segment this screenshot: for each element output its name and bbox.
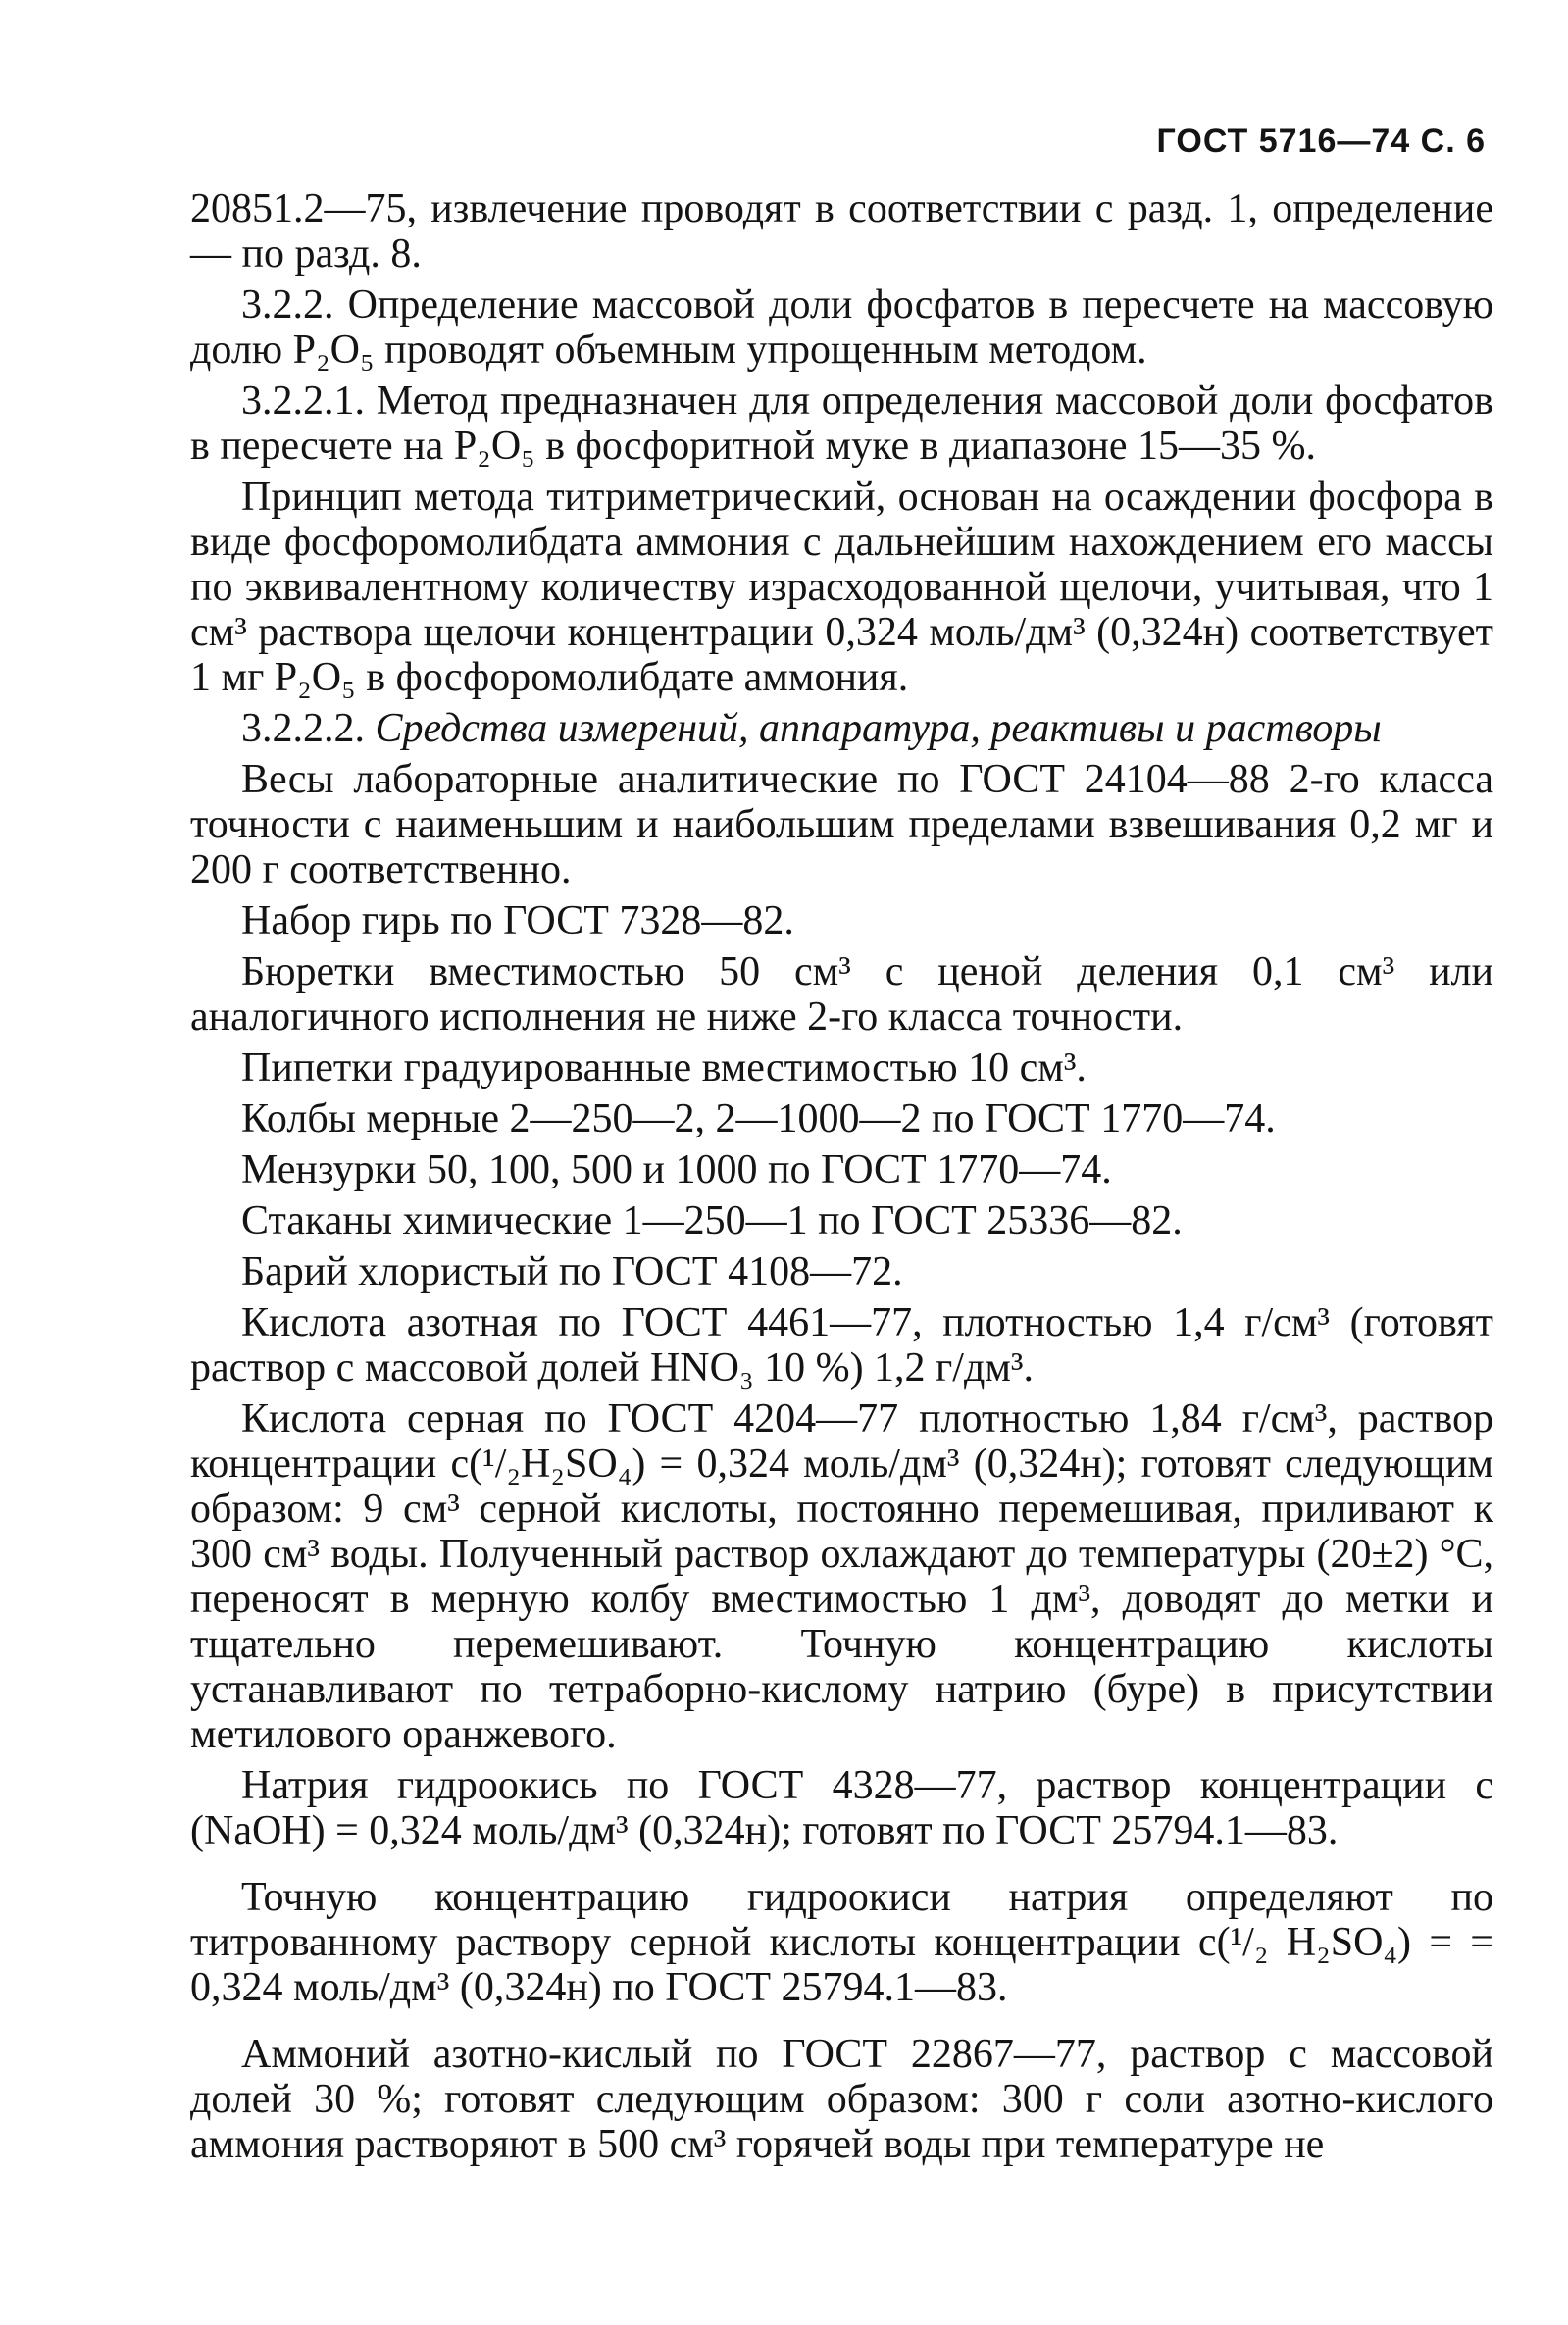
page-header: ГОСТ 5716—74 С. 6 bbox=[1156, 123, 1486, 160]
section-heading-3-2-2-2 bbox=[190, 706, 1493, 751]
paragraph-method-principle: Принцип метода титриметрический, основан на осаждении фосфора в виде фосфоромолибдата аммония с дальнейшим нахождением его массы по эквивалентному количеству израсходованной щелочи, учитывая, что 1 см³ раствора щелочи концентрации 0,324 моль/дм³ (0,324н) соответствует 1 мг P₂O₅ в фосфоромолибдате аммония. bbox=[190, 475, 1493, 700]
item-ammonium-nitrate: Аммоний азотно-кислый по ГОСТ 22867—77, раствор с массовой долей 30 %; готовят следующим образом: 300 г соли азотно-кислого аммония растворяют в 500 см³ горячей воды при температуре не bbox=[190, 2032, 1493, 2167]
section-title: Средства измерений, аппаратура, реактивы и растворы bbox=[375, 706, 1382, 751]
item-sulfuric-acid: Кислота серная по ГОСТ 4204—77 плотностью 1,84 г/см³, раствор концентрации c(¹/₂H₂SO₄) = 0,324 моль/дм³ (0,324н); готовят следующим образом: 9 см³ серной кислоты, постоянно перемешивая, приливают к 300 см³ воды. Полученный раствор охлаждают до температуры (20±2) °С, переносят в мерную колбу вместимостью 1 дм³, доводят до метки и тщательно перемешивают. Точную концентрацию кислоты устанавливают по тетраборно-кислому натрию (буре) в присутствии метилового оранжевого. bbox=[190, 1396, 1493, 1757]
item-pipettes: Пипетки градуированные вместимостью 10 см³. bbox=[241, 1045, 1087, 1090]
paragraph-3-2-2: 3.2.2. Определение массовой доли фосфатов в пересчете на массовую долю P₂O₅ проводят объемным упрощенным методом. bbox=[190, 282, 1493, 373]
item-sodium-hydroxide: Натрия гидроокись по ГОСТ 4328—77, раствор концентрации с (NaOH) = 0,324 моль/дм³ (0,324н); готовят по ГОСТ 25794.1—83. bbox=[190, 1763, 1493, 1853]
paragraph-continuation: 20851.2—75, извлечение проводят в соответствии с разд. 1, определение — по разд. 8. bbox=[190, 186, 1493, 277]
item-scales: Весы лабораторные аналитические по ГОСТ 24104—88 2-го класса точности с наименьшим и наибольшим пределами взвешивания 0,2 мг и 200 г соответственно. bbox=[190, 757, 1493, 892]
item-nitric-acid: Кислота азотная по ГОСТ 4461—77, плотностью 1,4 г/см³ (готовят раствор с массовой долей HNO₃ 10 %) 1,2 г/дм³. bbox=[190, 1300, 1493, 1390]
paragraph-3-2-2-1: 3.2.2.1. Метод предназначен для определения массовой доли фосфатов в пересчете на P₂O₅ в фосфоритной муке в диапазоне 15—35 %. bbox=[190, 379, 1493, 469]
paragraph-naoh-concentration: Точную концентрацию гидроокиси натрия определяют по титрованному раствору серной кислоты концентрации c(¹/₂ H₂SO₄) = = 0,324 моль/дм³ (0,324н) по ГОСТ 25794.1—83. bbox=[190, 1875, 1493, 2010]
item-flasks: Колбы мерные 2—250—2, 2—1000—2 по ГОСТ 1770—74. bbox=[241, 1096, 1276, 1141]
item-burettes: Бюретки вместимостью 50 см³ с ценой деления 0,1 см³ или аналогичного исполнения не ниже 2-го класса точности. bbox=[190, 949, 1493, 1039]
item-weights: Набор гирь по ГОСТ 7328—82. bbox=[241, 898, 794, 943]
item-cylinders: Мензурки 50, 100, 500 и 1000 по ГОСТ 1770—74. bbox=[241, 1147, 1112, 1192]
item-beakers: Стаканы химические 1—250—1 по ГОСТ 25336—82. bbox=[241, 1198, 1183, 1243]
section-number: 3.2.2.2. bbox=[241, 706, 365, 751]
item-barium-chloride: Барий хлористый по ГОСТ 4108—72. bbox=[241, 1249, 903, 1294]
